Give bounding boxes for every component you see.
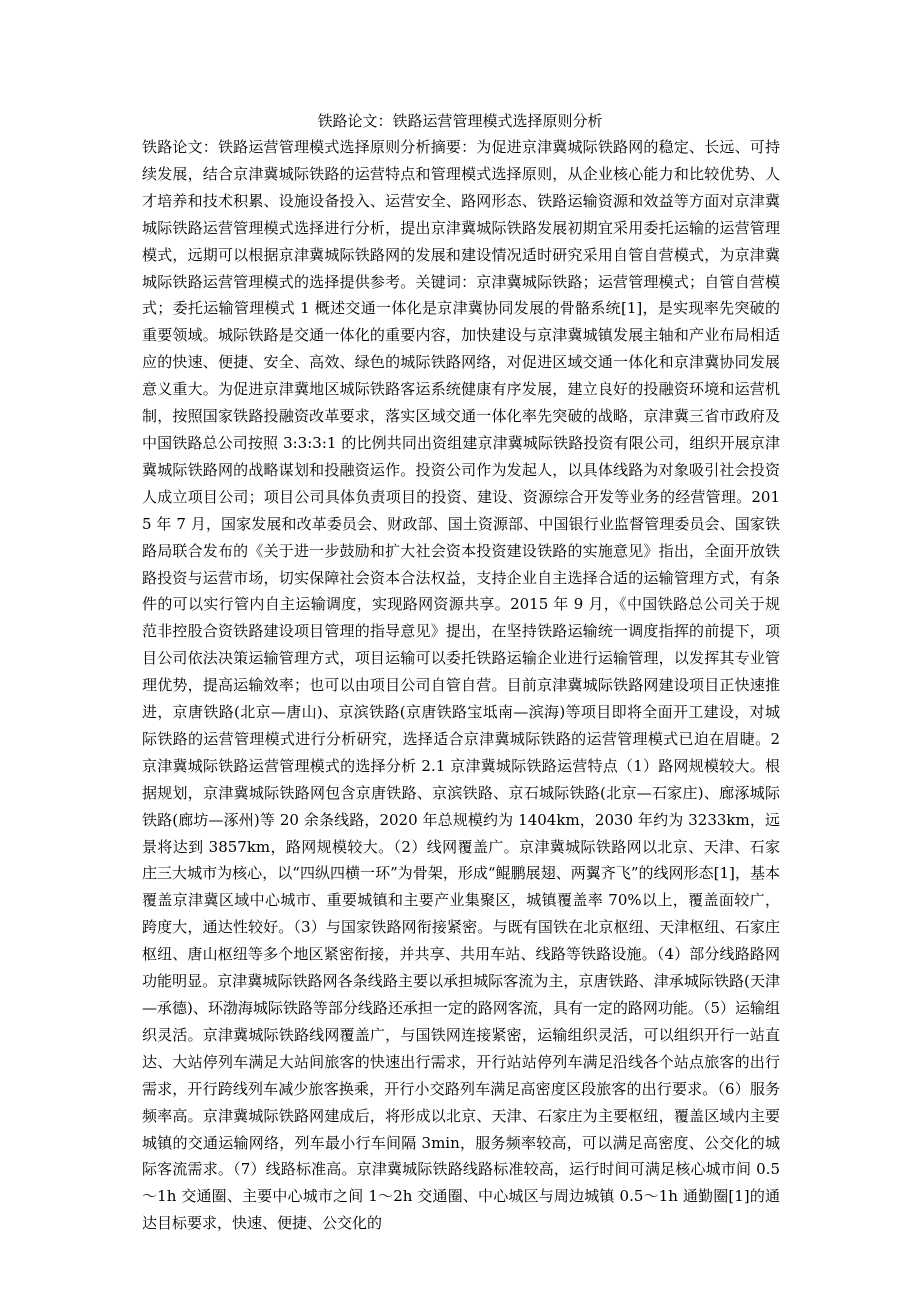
document-body-text: 铁路论文：铁路运营管理模式选择原则分析摘要：为促进京津冀城际铁路网的稳定、长远、可持续发展，结合京津冀城际铁路的运营特点和管理模式选择原则，从企业核心能力和比较优势、人才培养和技术积累、设施设备投入、运营安全、路网形态、铁路运输资源和效益等方面对京津冀城际铁路运营管理模式选择进行分析，提出京津冀城际铁路发展初期宜采用委托运输的运营管理模式，远期可以根据京津冀城际铁路网的发展和建设情况适时研究采用自管自营模式，为京津冀城际铁路运营管理模式的选择提供参考。关键词：京津冀城际铁路；运营管理模式；自管自营模式；委托运输管理模式 1 概述交通一体化是京津冀协同发展的骨骼系统[1]，是实现率先突破的重要领域。城际铁路是交通一体化的重要内容，加快建设与京津冀城镇发展主轴和产业布局相适应的快速、便捷、安全、高效、绿色的城际铁路网络，对促进区域交通一体化和京津冀协同发展意义重大。为促进京津冀地区城际铁路客运系统健康有序发展，建立良好的投融资环境和运营机制，按照国家铁路投融资改革要求，落实区域交通一体化率先突破的战略，京津冀三省市政府及中国铁路总公司按照 3:3:3:1 的比例共同出资组建京津冀城际铁路投资有限公司，组织开展京津冀城际铁路网的战略谋划和投融资运作。投资公司作为发起人，以具体线路为对象吸引社会投资人成立项目公司；项目公司具体负责项目的投资、建设、资源综合开发等业务的经营管理。2015 年 7 月，国家发展和改革委员会、财政部、国土资源部、中国银行业监督管理委员会、国家铁路局联合发布的《关于进一步鼓励和扩大社会资本投资建设铁路的实施意见》指出，全面开放铁路投资与运营市场，切实保障社会资本合法权益，支持企业自主选择合适的运输管理方式，有条件的可以实行管内自主运输调度，实现路网资源共享。2015 年 9 月，《中国铁路总公司关于规范非控股合资铁路建设项目管理的指导意见》提出，在坚持铁路运输统一调度指挥的前提下，项目公司依法决策运输管理方式，项目运输可以委托铁路运输企业进行运输管理，以发挥其专业管理优势，提高运输效率；也可以由项目公司自管自营。目前京津冀城际铁路网建设项目正快速推进，京唐铁路(北京—唐山)、京滨铁路(京唐铁路宝坻南—滨海)等项目即将全面开工建设，对城际铁路的运营管理模式进行分析研究，选择适合京津冀城际铁路的运营管理模式已迫在眉睫。2 京津冀城际铁路运营管理模式的选择分析 2.1 京津冀城际铁路运营特点（1）路网规模较大。根据规划，京津冀城际铁路网包含京唐铁路、京滨铁路、京石城际铁路(北京—石家庄)、廊涿城际铁路(廊坊—涿州)等 20 余条线路，2020 年总规模约为 1404km，2030 年约为 3233km，远景将达到 3857km，路网规模较大。（2）线网覆盖广。京津冀城际铁路网以北京、天津、石家庄三大城市为核心，以“四纵四横一环”为骨架，形成“鲲鹏展翅、两翼齐飞”的线网形态[1]，基本覆盖京津冀区域中心城市、重要城镇和主要产业集聚区，城镇覆盖率 70%以上，覆盖面较广，跨度大，通达性较好。（3）与国家铁路网衔接紧密。与既有国铁在北京枢纽、天津枢纽、石家庄枢纽、唐山枢纽等多个地区紧密衔接，并共享、共用车站、线路等铁路设施。（4）部分线路路网功能明显。京津冀城际铁路网各条线路主要以承担城际客流为主，京唐铁路、津承城际铁路(天津—承德)、环渤海城际铁路等部分线路还承担一定的路网客流，具有一定的路网功能。（5）运输组织灵活。京津冀城际铁路线网覆盖广，与国铁网连接紧密，运输组织灵活，可以组织开行一站直达、大站停列车满足大站间旅客的快速出行需求，开行站站停列车满足沿线各个站点旅客的出行需求，开行跨线列车减少旅客换乘，开行小交路列车满足高密度区段旅客的出行要求。（6）服务频率高。京津冀城际铁路网建成后，将形成以北京、天津、石家庄为主要枢纽，覆盖区域内主要城镇的交通运输网络，列车最小行车间隔 3min，服务频率较高，可以满足高密度、公交化的城际客流需求。（7）线路标准高。京津冀城际铁路线路标准较高，运行时间可满足核心城市间 0.5～1h 交通圈、主要中心城市之间 1～2h 交通圈、中心城区与周边城镇 0.5～1h 通勤圈[1]的通达目标要求，快速、便捷、公交化的 (142, 138, 780, 1233)
document-title: 铁路论文：铁路运营管理模式选择原则分析 (317, 112, 603, 130)
